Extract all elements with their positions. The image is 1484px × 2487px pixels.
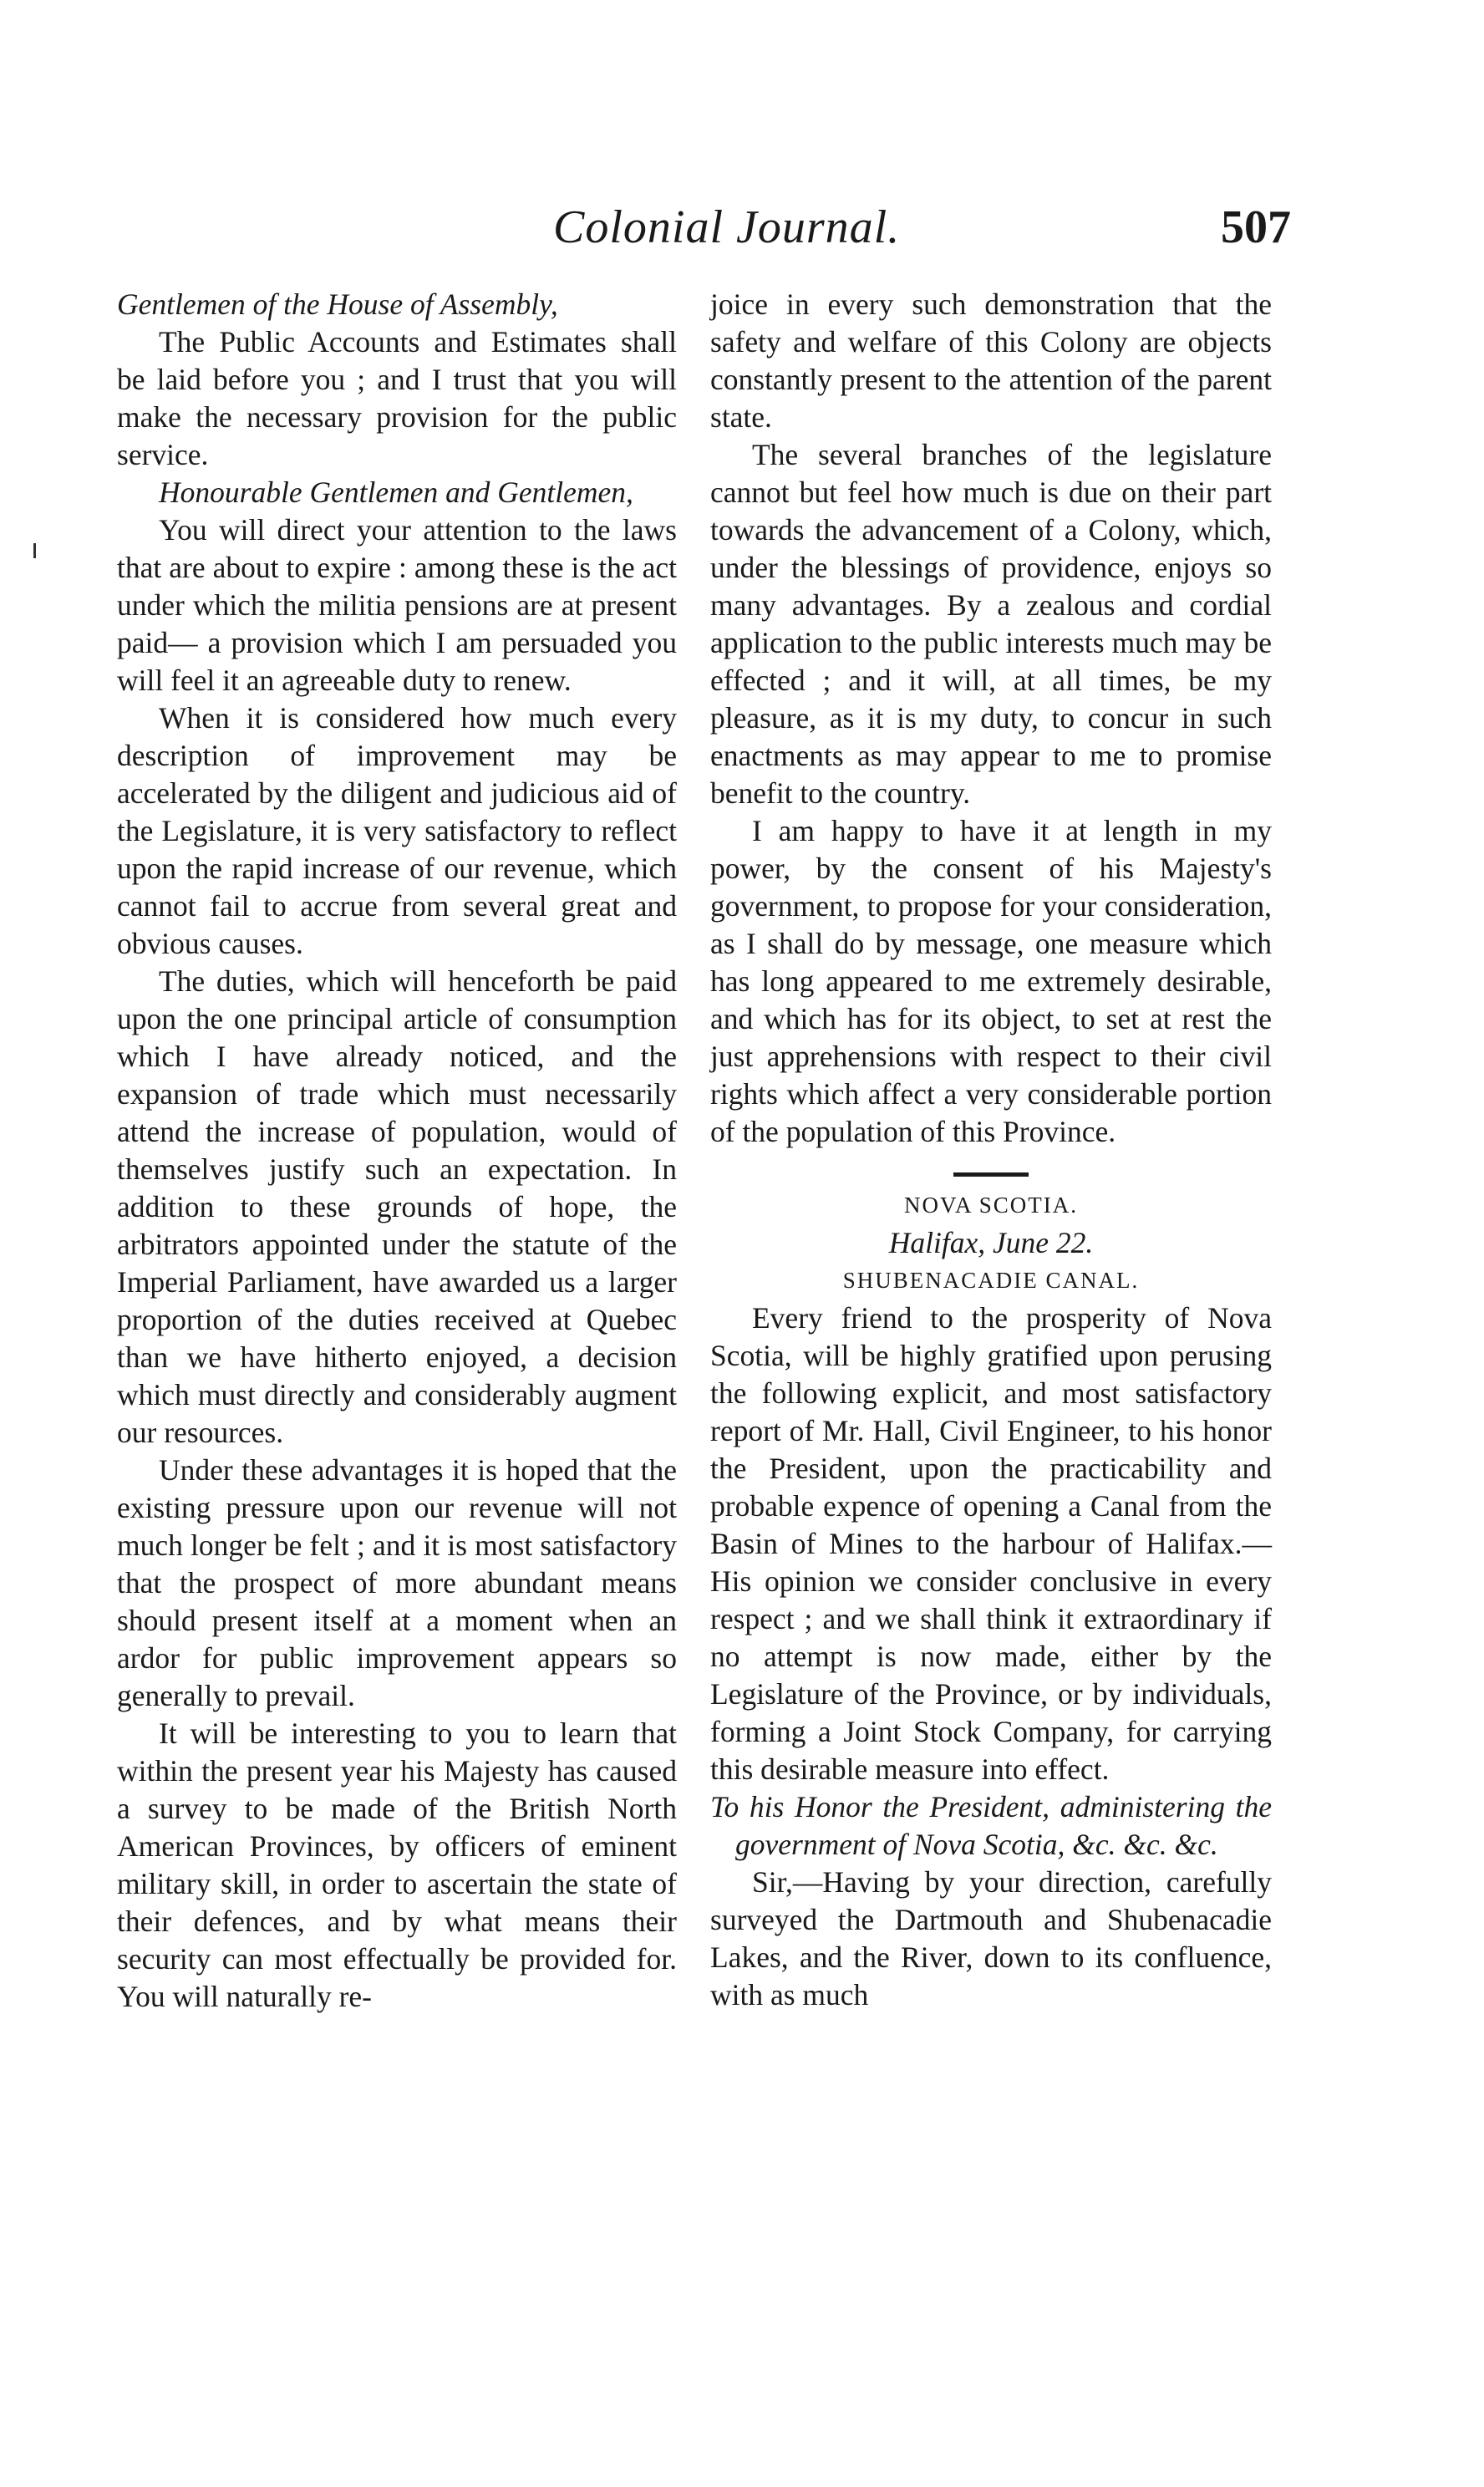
paragraph: Under these advantages it is hoped that the existing pressure upon our revenue will not much longer be felt ; and it is most satisfactory that the prospect of more abundant means should present itself at a moment when an ardor for public improvement appears so generally to prevail.: [117, 1453, 677, 1712]
letter-address: To his Honor the President, administering the government of Nova Scotia, &c. &c. &c.: [710, 1790, 1272, 1861]
paragraph: Sir,—Having by your direction, carefully surveyed the Dartmouth and Shubenacadie Lakes, and the River, down to its confluence, with as much: [710, 1865, 1272, 2011]
paragraph: joice in every such demonstration that the safety and welfare of this Colony are objects constantly present to the attention of the parent state.: [710, 287, 1272, 434]
dateline: Halifax, June 22.: [888, 1226, 1094, 1259]
page-header: [125, 201, 1291, 267]
page-number: 507: [1221, 201, 1291, 253]
left-column: [117, 286, 677, 2016]
section-heading: NOVA SCOTIA.: [903, 1193, 1079, 1218]
paragraph: The Public Accounts and Estimates shall be laid before you ; and I trust that you will make the necessary provision for the public service.: [117, 325, 677, 471]
margin-mark: [33, 543, 36, 558]
paragraph: The several branches of the legislature cannot but feel how much is due on their part towards the advancement of a Colony, which, under the blessings of providence, enjoys so many advantages. By a zealous and cordial application to the public interests much may be effected ; and it will, at all times, be my pleasure, as it is my duty, to concur in such enactments as may appear to me to promise benefit to the country.: [710, 438, 1272, 810]
paragraph: You will direct your attention to the laws that are about to expire : among these is the act under which the militia pensions are at present paid— a provision which I am persuaded you will feel it an agreeable duty to renew.: [117, 513, 677, 697]
section-divider: [953, 1172, 1029, 1177]
salutation-assembly: Gentlemen of the House of Assembly,: [117, 287, 558, 321]
paragraph: I am happy to have it at length in my power, by the consent of his Majesty's government, to propose for your consideration, as I shall do by message, one measure which has long appeared to me extremely desirable, and which has for its object, to set at rest the just apprehensions with respect to their civil rights which affect a very considerable portion of the population of this Province.: [710, 814, 1272, 1148]
salutation-honourable: Honourable Gentlemen and Gentlemen,: [159, 476, 633, 509]
paragraph: The duties, which will henceforth be paid upon the one principal article of consumption which I have already noticed, and the expansion of trade which must necessarily attend the increase of population, would of themselves justify such an expectation. In addition to these grounds of hope, the arbitrators appointed under the statute of the Imperial Parliament, have awarded us a larger proportion of the duties received at Quebec than we have hitherto enjoyed, a decision which must directly and considerably augment our resources.: [117, 964, 677, 1449]
article-subheading: SHUBENACADIE CANAL.: [842, 1268, 1140, 1293]
running-title: Colonial Journal.: [553, 201, 901, 253]
paragraph: When it is considered how much every description of improvement may be accelerated by the diligent and judicious aid of the Legislature, it is very satisfactory to reflect upon the rapid increase of our revenue, which cannot fail to accrue from several great and obvious causes.: [117, 701, 677, 960]
paragraph: Every friend to the prosperity of Nova Scotia, will be highly gratified upon perusing the following explicit, and most satisfactory report of Mr. Hall, Civil Engineer, to his honor the President, upon the practicability and probable expence of opening a Canal from the Basin of Mines to the harbour of Halifax.—His opinion we consider conclusive in every respect ; and we shall think it extraordinary if no attempt is now made, either by the Legislature of the Province, or by individuals, forming a Joint Stock Company, for carrying this desirable measure into effect.: [710, 1301, 1272, 1786]
right-column: [710, 286, 1272, 2014]
paragraph: It will be interesting to you to learn that within the present year his Majesty has caused a survey to be made of the British North American Provinces, by officers of eminent military skill, in order to ascertain the state of their defences, and by what means their security can most effectually be provided for. You will naturally re-: [117, 1716, 677, 2013]
